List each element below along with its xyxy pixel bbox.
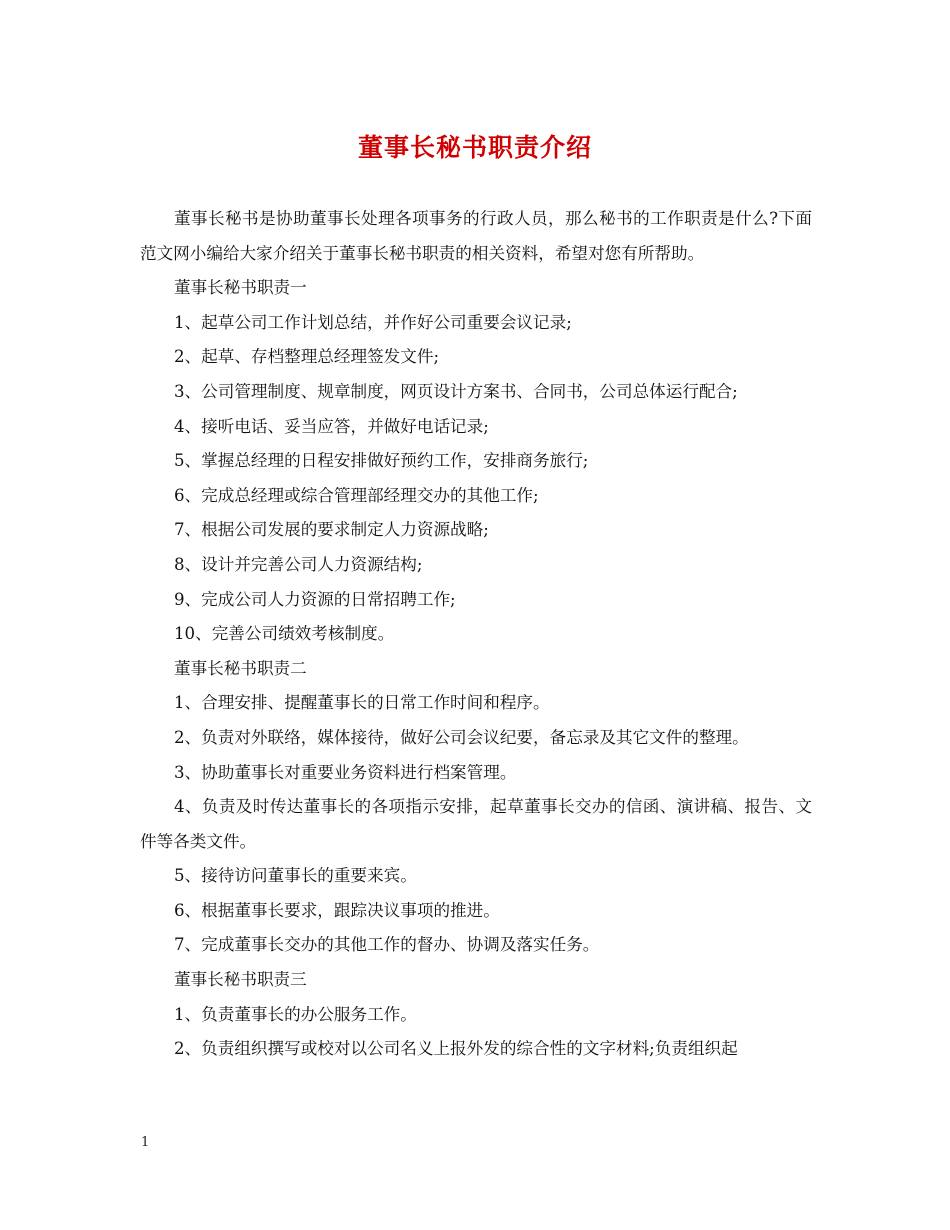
intro-paragraph: 董事长秘书是协助董事长处理各项事务的行政人员，那么秘书的工作职责是什么?下面范文网小编给大家介绍关于董事长秘书职责的相关资料，希望对您有所帮助。 <box>140 209 812 263</box>
list-item: 1、合理安排、提醒董事长的日常工作时间和程序。 <box>174 693 550 713</box>
list-item: 6、根据董事长要求，跟踪决议事项的推进。 <box>174 900 500 920</box>
list-item: 10、完善公司绩效考核制度。 <box>174 624 395 644</box>
page-number: 1 <box>141 1135 150 1150</box>
section-heading-2: 董事长秘书职责二 <box>174 658 307 678</box>
list-item: 9、完成公司人力资源的日常招聘工作; <box>174 589 456 609</box>
document-title: 董事长秘书职责介绍 <box>357 133 592 162</box>
list-item: 2、负责对外联络，媒体接待，做好公司会议纪要，备忘录及其它文件的整理。 <box>174 727 749 747</box>
list-item: 8、设计并完善公司人力资源结构; <box>174 554 423 574</box>
document-body <box>140 202 812 1067</box>
list-item: 5、接待访问董事长的重要来宾。 <box>174 866 417 886</box>
list-item: 7、根据公司发展的要求制定人力资源战略; <box>174 520 489 540</box>
list-item: 4、接听电话、妥当应答，并做好电话记录; <box>174 416 489 436</box>
list-item: 5、掌握总经理的日程安排做好预约工作，安排商务旅行; <box>174 451 589 471</box>
list-item: 3、公司管理制度、规章制度，网页设计方案书、合同书，公司总体运行配合; <box>174 381 738 401</box>
list-item: 2、起草、存档整理总经理签发文件; <box>174 347 440 367</box>
list-item: 1、起草公司工作计划总结，并作好公司重要会议记录; <box>174 312 572 332</box>
list-item: 3、协助董事长对重要业务资料进行档案管理。 <box>174 762 517 782</box>
list-item: 4、负责及时传达董事长的各项指示安排，起草董事长交办的信函、演讲稿、报告、文件等各类文件。 <box>140 797 812 851</box>
list-item: 1、负责董事长的办公服务工作。 <box>174 1004 417 1024</box>
section-heading-1: 董事长秘书职责一 <box>174 278 307 298</box>
section-heading-3: 董事长秘书职责三 <box>174 970 307 990</box>
list-item: 7、完成董事长交办的其他工作的督办、协调及落实任务。 <box>174 935 600 955</box>
list-item: 2、负责组织撰写或校对以公司名义上报外发的综合性的文字材料;负责组织起 <box>174 1039 738 1059</box>
list-item: 6、完成总经理或综合管理部经理交办的其他工作; <box>174 485 539 505</box>
